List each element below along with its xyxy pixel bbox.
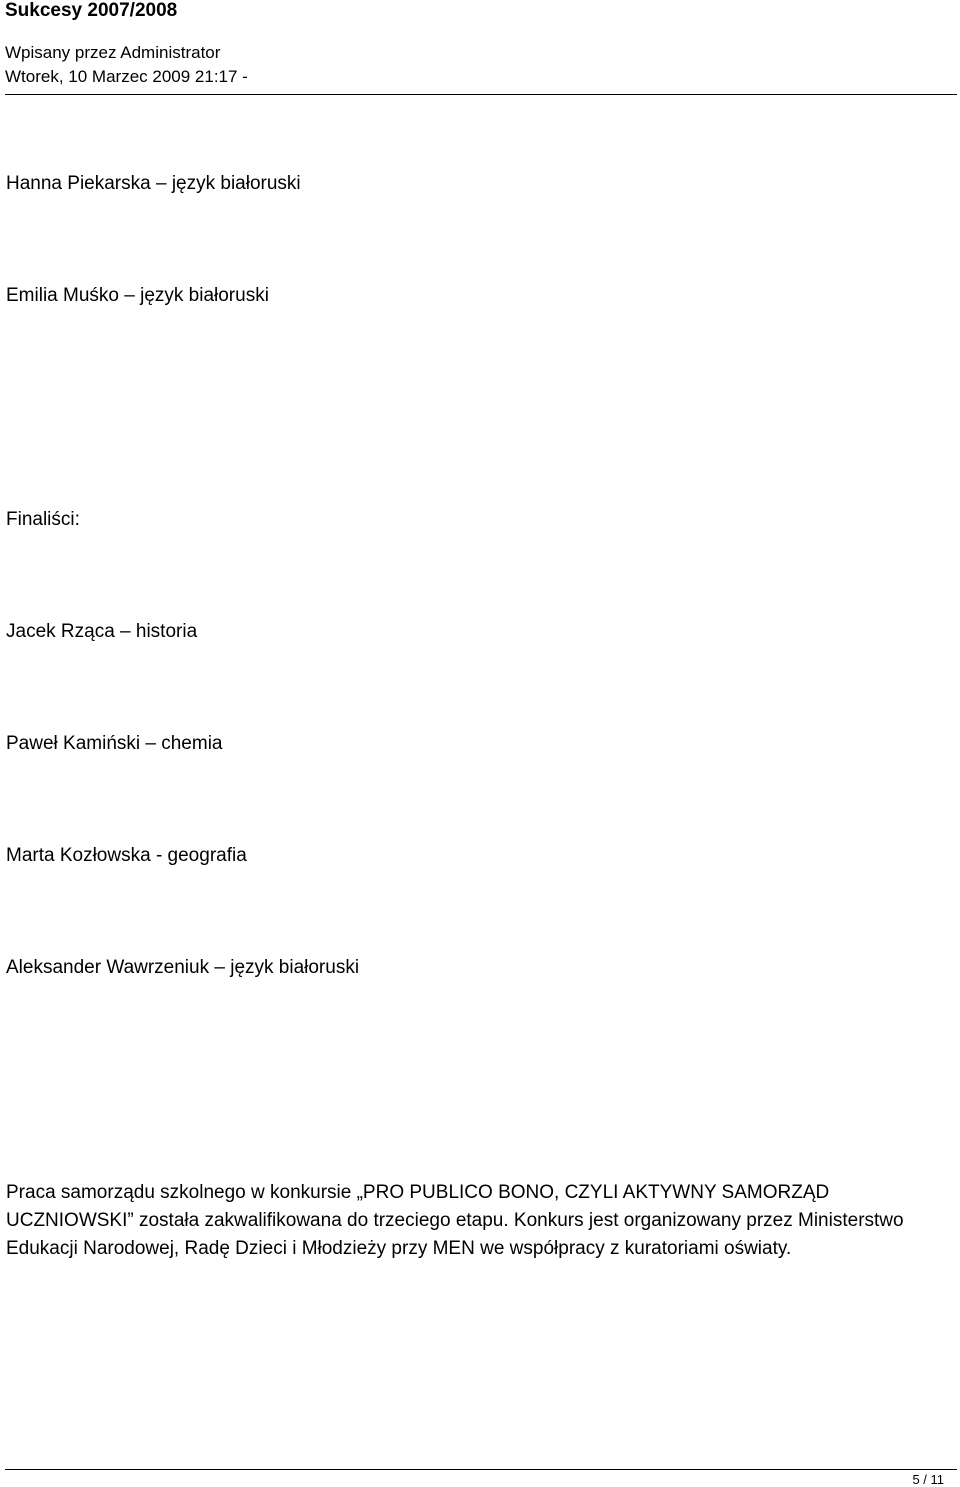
header-divider xyxy=(5,94,957,95)
finalist-item: Marta Kozłowska - geografia xyxy=(6,845,247,866)
finalists-heading: Finaliści: xyxy=(6,509,80,530)
article-author: Wpisany przez Administrator xyxy=(5,43,221,62)
winner-item: Emilia Muśko – język białoruski xyxy=(6,285,269,306)
winner-item: Hanna Piekarska – język białoruski xyxy=(6,173,301,194)
page-number: 5 / 11 xyxy=(912,1472,944,1487)
article-title: Sukcesy 2007/2008 xyxy=(5,0,178,21)
finalist-item: Aleksander Wawrzeniuk – język białoruski xyxy=(6,957,360,978)
competition-paragraph: Praca samorządu szkolnego w konkursie „PRO PUBLICO BONO, CZYLI AKTYWNY SAMORZĄD UCZNIOWSKI” została zakwalifikowana do trzeciego etapu. Konkurs jest organizowany przez Ministerstwo Edukacji Narodowej, Radę Dzieci i Młodzieży przy MEN we współpracy z kuratoriami oświaty. xyxy=(6,1182,904,1259)
footer-divider xyxy=(5,1469,957,1470)
finalist-item: Paweł Kamiński – chemia xyxy=(6,733,223,754)
finalist-item: Jacek Rząca – historia xyxy=(6,621,198,642)
article-date: Wtorek, 10 Marzec 2009 21:17 - xyxy=(5,67,248,86)
